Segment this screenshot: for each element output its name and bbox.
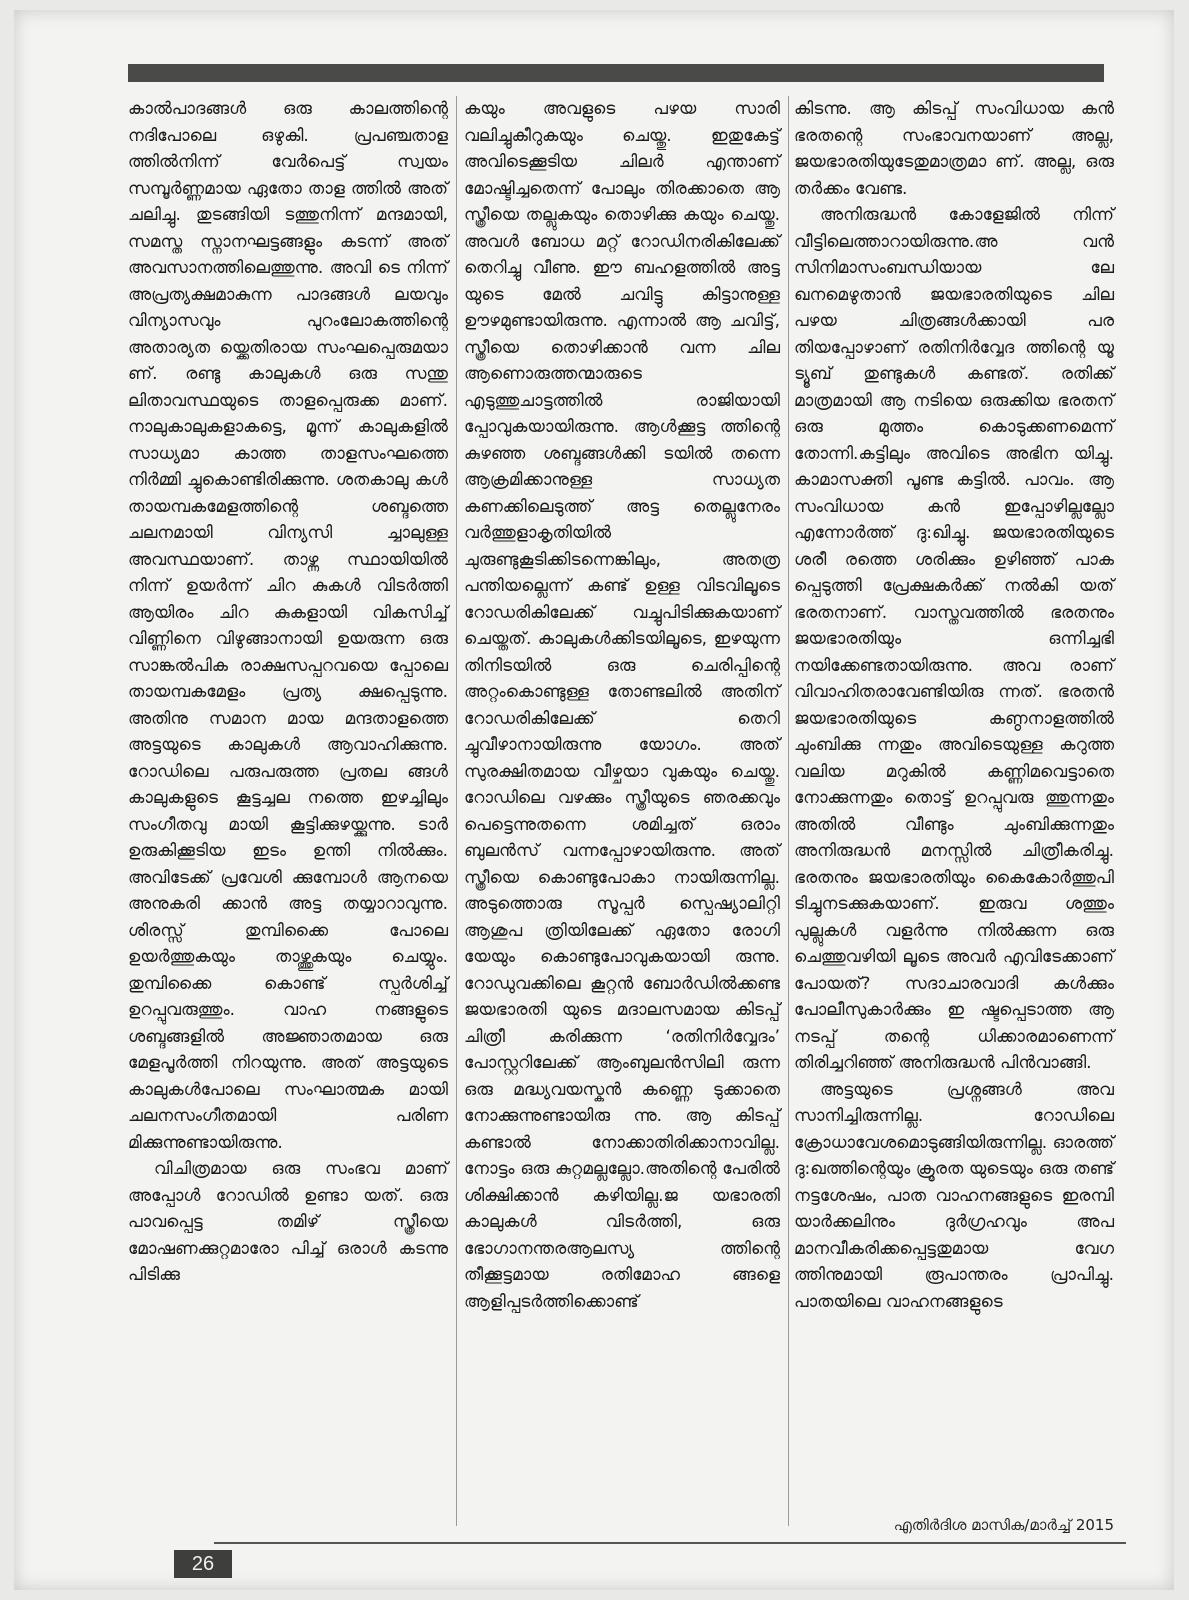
column-3 [794, 96, 1114, 1315]
footer-rule [214, 1542, 1126, 1544]
column-divider [456, 96, 457, 1526]
header-bar [128, 64, 1104, 82]
article-columns [128, 96, 1128, 1526]
column-divider [788, 96, 789, 1526]
column-1-paragraph-1: കാൽപാദങ്ങൾ ഒരു കാലത്തിന്റെ നദിപോലെ ഒഴുകി. പ്രപഞ്ചതാള ത്തിൽനിന്ന് വേർപെട്ട് സ്വയം സമ്പൂർണ്ണമായ ഏതോ താള ത്തിൽ അത് ചലിച്ചു. തുടങ്ങിയി ടത്തുനിന്ന് മന്ദമായി, സമസ്ത സ്നാനഘട്ടങ്ങളും കടന്ന് അത് അവസാനത്തിലെത്തുന്നു. അവി ടെ നിന്ന് അപ്രത്യക്ഷമാകുന്ന പാദങ്ങൾ ലയവും വിന്യാസവും പുറംലോകത്തിന്റെ അതാര്യത യ്ക്കെതിരായ സംഘപ്പെരുമയാ ണ്. രണ്ടു കാലുകൾ ഒരു സന്തു ലിതാവസ്ഥയുടെ താളപ്പെരുക്ക മാണ്. നാലുകാലുകളാകട്ടെ, മൂന്ന് കാലുകളിൽ സാധ്യമാ കാത്ത താളസംഘത്തെ നിർമ്മി ച്ചുകൊണ്ടിരിക്കുന്നു. ശതകാലു കൾ തായമ്പകമേളത്തിന്റെ ശബ്ദത്തെ ചലനമായി വിന്യസി ച്ചാലുള്ള അവസ്ഥയാണ്. താഴ്ന്ന സ്ഥായിയിൽ നിന്ന് ഉയർന്ന് ചിറ കുകൾ വിടർത്തി ആയിരം ചിറ കുകളായി വികസിച്ച് വിണ്ണിനെ വിഴുങ്ങാനായി ഉയരുന്ന ഒരു സാങ്കൽപിക രാക്ഷസപ്പറവയെ പ്പോലെ തായമ്പകമേളം പ്രത്യ ക്ഷപ്പെടുന്നു. അതിനു സമാന മായ മന്ദതാളത്തെ അട്ടയുടെ കാലുകൾ ആവാഹിക്കുന്നു. റോഡിലെ പരുപരുത്ത പ്രതല ങ്ങൾ കാലുകളുടെ കൂട്ടച്ചല നത്തെ ഇഴച്ചിലും സംഗീതവു മായി കൂട്ടിക്കുഴയ്ക്കുന്നു. ടാർ ഉരുകിക്കൂടിയ ഇടം ഉന്തി നിൽക്കും. അവിടേക്ക് പ്രവേശി ക്കുമ്പോൾ ആനയെ അനുകരി ക്കാൻ അട്ട തയ്യാറാവുന്നു. ശിരസ്സ് തുമ്പിക്കൈ പോലെ ഉയർത്തുകയും താഴ്ത്തുകയും ചെയ്യും. തുമ്പിക്കൈ കൊണ്ട് സ്പർശിച്ച് ഉറപ്പുവരുത്തും. വാഹ നങ്ങളുടെ ശബ്ദങ്ങളിൽ അജ്ഞാതമായ ഒരു മേളപൂർത്തി നിറയുന്നു. അത് അട്ടയുടെ കാലുകൾപോലെ സംഘാത്മക മായി ചലനസംഗീതമായി പരിണ മിക്കുന്നുണ്ടായിരുന്നു. [128, 99, 448, 1153]
page-number: 26 [174, 1550, 232, 1578]
magazine-page [14, 10, 1174, 1590]
column-1-paragraph-2: വിചിത്രമായ ഒരു സംഭവ മാണ് അപ്പോൾ റോഡിൽ ഉണ്ടാ യത്. ഒരു പാവപ്പെട്ട തമിഴ് സ്ത്രീയെ മോഷണക്കുറ്റമാരോ പിച്ച് ഒരാൾ കടന്നു പിടിക്കു [128, 1159, 448, 1285]
column-2 [464, 96, 780, 1315]
column-3-paragraph-3: അട്ടയുടെ പ്രശ്നങ്ങൾ അവ സാനിച്ചിരുന്നില്ല. റോഡിലെ ക്രോധാവേശമൊടുങ്ങിയിരുന്നില്ല. ഓരത്ത് ദു:ഖത്തിന്റെയും ക്രൂരത യുടെയും ഒരു തണ്ട് നട്ടശേഷം, പാത വാഹനങ്ങളുടെ ഇരമ്പി യാർക്കലിനും ദുർഗ്രഹവും അപ മാനവീകരിക്കപ്പെട്ടതുമായ വേഗ ത്തിനുമായി രൂപാന്തരം പ്രാപിച്ചു. പാതയിലെ വാഹനങ്ങളുടെ [794, 1079, 1114, 1312]
magazine-title-date: എതിർദിശ മാസിക/മാർച്ച് 2015 [893, 1516, 1114, 1534]
column-2-paragraph-1: കയും അവളുടെ പഴയ സാരി വലിച്ചുകീറുകയും ചെയ്തു. ഇതുകേട്ട് അവിടെക്കൂടിയ ചിലർ എന്താണ് മോഷ്ടിച്ചതെന്ന് പോലും തിരക്കാതെ ആ സ്ത്രീയെ തല്ലുകയും തൊഴിക്കു കയും ചെയ്തു. അവൾ ബോധ മറ്റ് റോഡിനരികിലേക്ക് തെറിച്ചു വീണു. ഈ ബഹളത്തിൽ അട്ട യുടെ മേൽ ചവിട്ടു കിട്ടാനുള്ള ഊഴമുണ്ടായിരുന്നു. എന്നാൽ ആ ചവിട്ട്, സ്ത്രീയെ തൊഴിക്കാൻ വന്ന ചില ആണൊരുത്തന്മാരുടെ എടുത്തുചാട്ടത്തിൽ രാജിയായി പ്പോവുകയായിരുന്നു. ആൾക്കൂട്ട ത്തിന്റെ കുഴഞ്ഞ ശബ്ദങ്ങൾക്കി ടയിൽ തന്നെ ആക്രമിക്കാനുള്ള സാധ്യത കണക്കിലെടുത്ത് അട്ട തെല്ലുനേരം വർത്തുളാകൃതിയിൽ ചുരുണ്ടുകൂടിക്കിടന്നെങ്കിലും, അതത്ര പന്തിയല്ലെന്ന് കണ്ട് ഉള്ള വിടവിലൂടെ റോഡരികിലേക്ക് വച്ചുപിടിക്കുകയാണ് ചെയ്തത്. കാലുകൾക്കിടയിലൂടെ, ഇഴയുന്ന തിനിടയിൽ ഒരു ചെരിപ്പിന്റെ അറ്റംകൊണ്ടുള്ള തോണ്ടലിൽ അതിന് റോഡരികിലേക്ക് തെറി ച്ചുവീഴാനായിരുന്നു യോഗം. അത് സുരക്ഷിതമായ വീഴ്ചയാ വുകയും ചെയ്തു. റോഡിലെ വഴക്കും സ്ത്രീയുടെ ഞരക്കവും പെട്ടെന്നുതന്നെ ശമിച്ചത് ഒരാം ബുലൻസ് വന്നപ്പോഴായിരുന്നു. അത് സ്ത്രീയെ കൊണ്ടുപോകാ നായിരുന്നില്ല. അടുത്തൊരു സൂപ്പർ സ്പെഷ്യാലിറ്റി ആശുപ ത്രിയിലേക്ക് ഏതോ രോഗി യേയും കൊണ്ടുപോവുകയായി രുന്നു. റോഡുവക്കിലെ കൂറ്റൻ ബോർഡിൽക്കണ്ട ജയഭാരതി യുടെ മദാലസമായ കിടപ്പ് ചിത്രീ കരിക്കുന്ന ‘രതിനിർവ്വേദം’ പോസ്റ്ററിലേക്ക് ആംബുലൻസിലി രുന്ന ഒരു മദ്ധ്യവയസ്കൻ കണ്ണെ ടുക്കാതെ നോക്കുന്നുണ്ടായിരു ന്നു. ആ കിടപ്പ് കണ്ടാൽ നോക്കാതിരിക്കാനാവില്ല. നോട്ടം ഒരു കുറ്റമല്ലല്ലോ.അതിന്റെ പേരിൽ ശിക്ഷിക്കാൻ കഴിയില്ല.ജ യഭാരതി കാലുകൾ വിടർത്തി, ഒരു ഭോഗാനന്തരആലസ്യ ത്തിന്റെ തീക്കൂട്ടമായ രതിമോഹ ങ്ങളെ ആളിപ്പടർത്തിക്കൊണ്ട് [464, 99, 780, 1312]
column-3-paragraph-2: അനിരുദ്ധൻ കോളേജിൽ നിന്ന് വീട്ടിലെത്താറായിരുന്നു.അ വൻ സിനിമാസംബന്ധിയായ ലേ ഖനമെഴുതാൻ ജയഭാരതിയുടെ ചില പഴയ ചിത്രങ്ങൾക്കായി പര തിയപ്പോഴാണ് രതിനിർവ്വേദ ത്തിന്റെ യൂ ട്യൂബ് തുണ്ടുകൾ കണ്ടത്. രതിക്ക് മാത്രമായി ആ നടിയെ ഒരുക്കിയ ഭരതന് ഒരു മുത്തം കൊടുക്കണമെന്ന് തോന്നി.കട്ടിലും അവിടെ അഭിന യിച്ചു. കാമാസക്തി പൂണ്ട കട്ടിൽ. പാവം. ആ സംവിധായ കൻ ഇപ്പോഴില്ലല്ലോ എന്നോർത്ത് ദു:ഖിച്ചു. ജയഭാരതിയുടെ ശരീ രത്തെ ശരിക്കും ഉഴിഞ്ഞ് പാക പ്പെടുത്തി പ്രേക്ഷകർക്ക് നൽകി യത് ഭരതനാണ്. വാസ്തവത്തിൽ ഭരതനും ജയഭാരതിയും ഒന്നിച്ചഭി നയിക്കേണ്ടതായിരുന്നു. അവ രാണ് വിവാഹിതരാവേണ്ടിയിരു ന്നത്. ഭരതൻ ജയഭാരതിയുടെ കണ്ഠനാളത്തിൽ ചുംബിക്കു ന്നതും അവിടെയുള്ള കറുത്ത വലിയ മറുകിൽ കണ്ണിമവെട്ടാതെ നോക്കുന്നതും തൊട്ട് ഉറപ്പുവരു ത്തുന്നതും അതിൽ വീണ്ടും ചുംബിക്കുന്നതും അനിരുദ്ധൻ മനസ്സിൽ ചിത്രീകരിച്ചു. ഭരതനും ജയഭാരതിയും കൈകോർത്തുപി ടിച്ചുനടക്കുകയാണ്. ഇരുവ ശത്തും പുല്ലുകൾ വളർന്നു നിൽക്കുന്ന ഒരു ചെത്തുവഴിയി ലൂടെ അവർ എവിടേക്കാണ് പോയത്? സദാചാരവാദി കൾക്കും പോലീസുകാർക്കും ഇ ഷ്ടപ്പെടാത്ത ആ നടപ്പ് തന്റെ ധിക്കാരമാണെന്ന് തിരിച്ചറിഞ്ഞ് അനിരുദ്ധൻ പിൻവാങ്ങി. [794, 205, 1114, 1073]
column-3-paragraph-1: കിടന്നു. ആ കിടപ്പ് സംവിധായ കൻ ഭരതന്റെ സംഭാവനയാണ് അല്ല, ജയഭാരതിയുടേതുമാത്രമാ ണ്. അല്ല, ഒരു തർക്കം വേണ്ട. [794, 99, 1114, 199]
column-1 [128, 96, 448, 1289]
